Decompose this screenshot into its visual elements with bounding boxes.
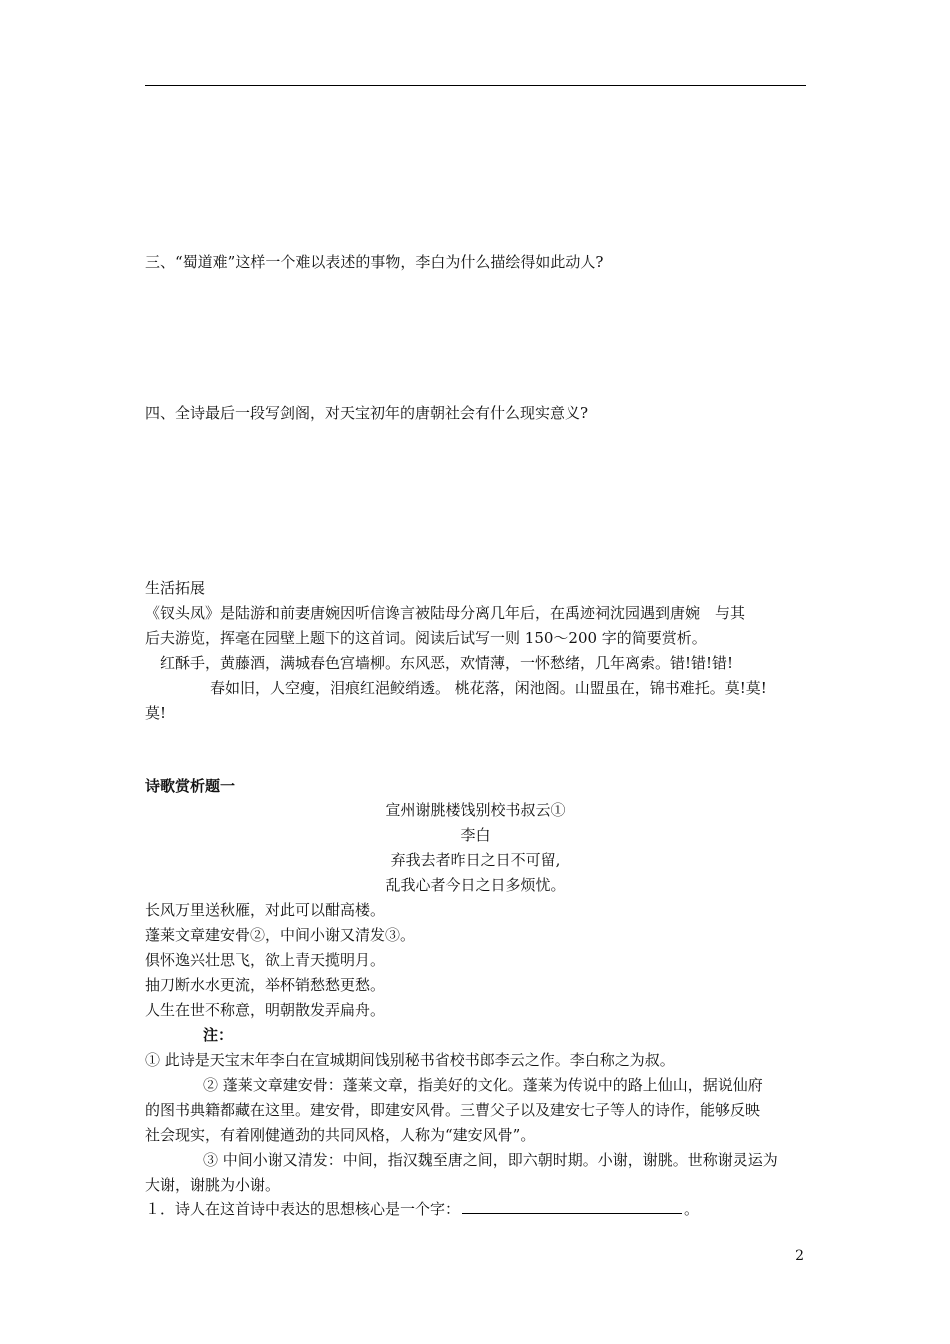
page-number: 2: [795, 1248, 804, 1264]
note-2-line-2: 的图书典籍都藏在这里。建安骨，即建安风骨。三曹父子以及建安七子等人的诗作，能够反映: [145, 1101, 761, 1119]
question-3: 三、“蜀道难”这样一个难以表述的事物，李白为什么描绘得如此动人?: [145, 253, 604, 271]
life-poem-line-3: 莫!: [145, 704, 167, 722]
note-3-line-2: 大谢，谢朓为小谢。: [145, 1176, 281, 1194]
poem-line: 抽刀断水水更流，举杯销愁愁更愁。: [145, 976, 386, 994]
notes-heading: 注：: [203, 1026, 234, 1044]
poem-author: 李白: [460, 826, 491, 844]
note-2-line-3: 社会现实，有着刚健遒劲的共同风格，人称为“建安风骨”。: [145, 1126, 536, 1144]
life-poem-line-1: 红酥手，黄藤酒，满城春色宫墙柳。东风恶，欢情薄，一怀愁绪，几年离索。错!错!错!: [160, 654, 734, 672]
question-1: [145, 1199, 699, 1219]
life-heading: 生活拓展: [145, 579, 206, 597]
poem-line: 乱我心者今日之日多烦忧。: [385, 876, 566, 894]
question-1-prefix: １．诗人在这首诗中表达的思想核心是一个字：: [145, 1200, 461, 1218]
life-intro-line-1: 《钗头凤》是陆游和前妻唐婉因听信谗言被陆母分离几年后，在禹迹祠沈园遇到唐婉 与其: [145, 604, 746, 622]
poem-line: 蓬莱文章建安骨②，中间小谢又清发③。: [145, 926, 416, 944]
poem-title: 宣州谢朓楼饯别校书叔云①: [385, 801, 566, 819]
question-4: 四、全诗最后一段写剑阁，对天宝初年的唐朝社会有什么现实意义?: [145, 404, 589, 422]
note-1: ① 此诗是天宝末年李白在宣城期间饯别秘书省校书郎李云之作。李白称之为叔。: [145, 1051, 675, 1069]
life-intro-line-2: 后夫游览，挥毫在园壁上题下的这首词。阅读后试写一则 150～200 字的简要赏析。: [145, 629, 707, 647]
question-1-suffix: 。: [684, 1200, 700, 1218]
header-rule: [145, 85, 806, 86]
note-3-line-1: ③ 中间小谢又清发：中间，指汉魏至唐之间，即六朝时期。小谢，谢朓。世称谢灵运为: [203, 1151, 778, 1169]
poem-line: 长风万里送秋雁，对此可以酣高楼。: [145, 901, 386, 919]
poem-line: 弃我去者昨日之日不可留,: [390, 851, 561, 869]
poem-line: 俱怀逸兴壮思飞，欲上青天揽明月。: [145, 951, 386, 969]
answer-blank[interactable]: [462, 1199, 682, 1214]
poem-line: 人生在世不称意，明朝散发弄扁舟。: [145, 1001, 386, 1019]
note-2-line-1: ② 蓬莱文章建安骨：蓬莱文章，指美好的文化。蓬莱为传说中的路上仙山，据说仙府: [203, 1076, 763, 1094]
poetry-heading: 诗歌赏析题一: [145, 777, 236, 795]
life-poem-line-2: 春如旧，人空瘦，泪痕红浥鲛绡透。 桃花落，闲池阁。山盟虽在，锦书难托。莫!莫!: [210, 679, 767, 697]
